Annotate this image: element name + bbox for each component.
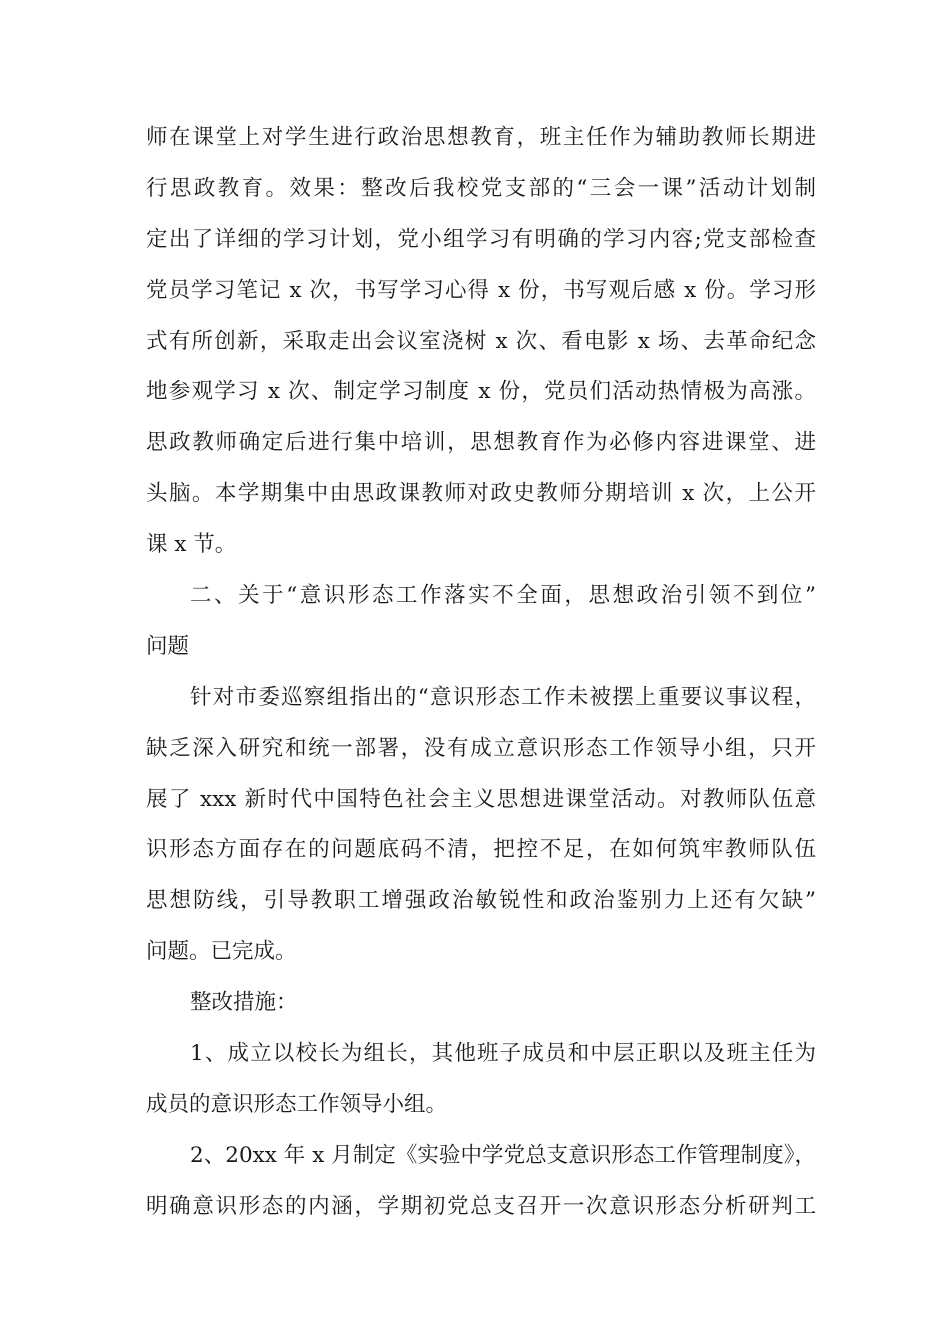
section-heading-line: 问题 [146,633,190,659]
measures-heading-line: 整改措施： [190,990,298,1016]
text-line: 行思政教育。效果：整改后我校党支部的“三会一课”活动计划制 [146,175,816,201]
text-line: 针对市委巡察组指出的“意识形态工作未被摆上重要议事议程， [190,684,816,710]
text-line: 缺乏深入研究和统一部署，没有成立意识形态工作领导小组，只开 [146,735,816,761]
text-line: 1、成立以校长为组长，其他班子成员和中层正职以及班主任为 [190,1041,816,1067]
text-line: 课 x 节。 [146,532,237,558]
text-line: 式有所创新，采取走出会议室浇树 x 次、看电影 x 场、去革命纪念 [146,328,816,354]
text-line: 师在课堂上对学生进行政治思想教育，班主任作为辅助教师长期进 [146,125,816,150]
section-heading-line: 二、关于“意识形态工作落实不全面，思想政治引领不到位” [190,583,816,609]
text-line: 地参观学习 x 次、制定学习制度 x 份，党员们活动热情极为高涨。 [146,379,816,405]
text-line: 展了 xxx 新时代中国特色社会主义思想进课堂活动。对教师队伍意 [146,786,816,812]
text-line: 思想防线，引导教职工增强政治敏锐性和政治鉴别力上还有欠缺” [146,888,816,914]
text-line: 定出了详细的学习计划，党小组学习有明确的学习内容;党支部检查 [146,226,816,252]
text-line: 明确意识形态的内涵，学期初党总支召开一次意识形态分析研判工 [146,1193,816,1219]
text-line: 成员的意识形态工作领导小组。 [146,1091,448,1117]
text-line: 识形态方面存在的问题底码不清，把控不足，在如何筑牢教师队伍 [146,837,816,863]
document-body [146,116,816,1236]
text-line: 思政教师确定后进行集中培训，思想教育作为必修内容进课堂、进 [146,430,816,456]
text-line: 党员学习笔记 x 次，书写学习心得 x 份，书写观后感 x 份。学习形 [146,277,816,303]
text-line: 问题。已完成。 [146,939,297,965]
text-line: 头脑。本学期集中由思政课教师对政史教师分期培训 x 次，上公开 [146,481,816,507]
text-line: 2、20xx 年 x 月制定《实验中学党总支意识形态工作管理制度》， [190,1142,816,1168]
